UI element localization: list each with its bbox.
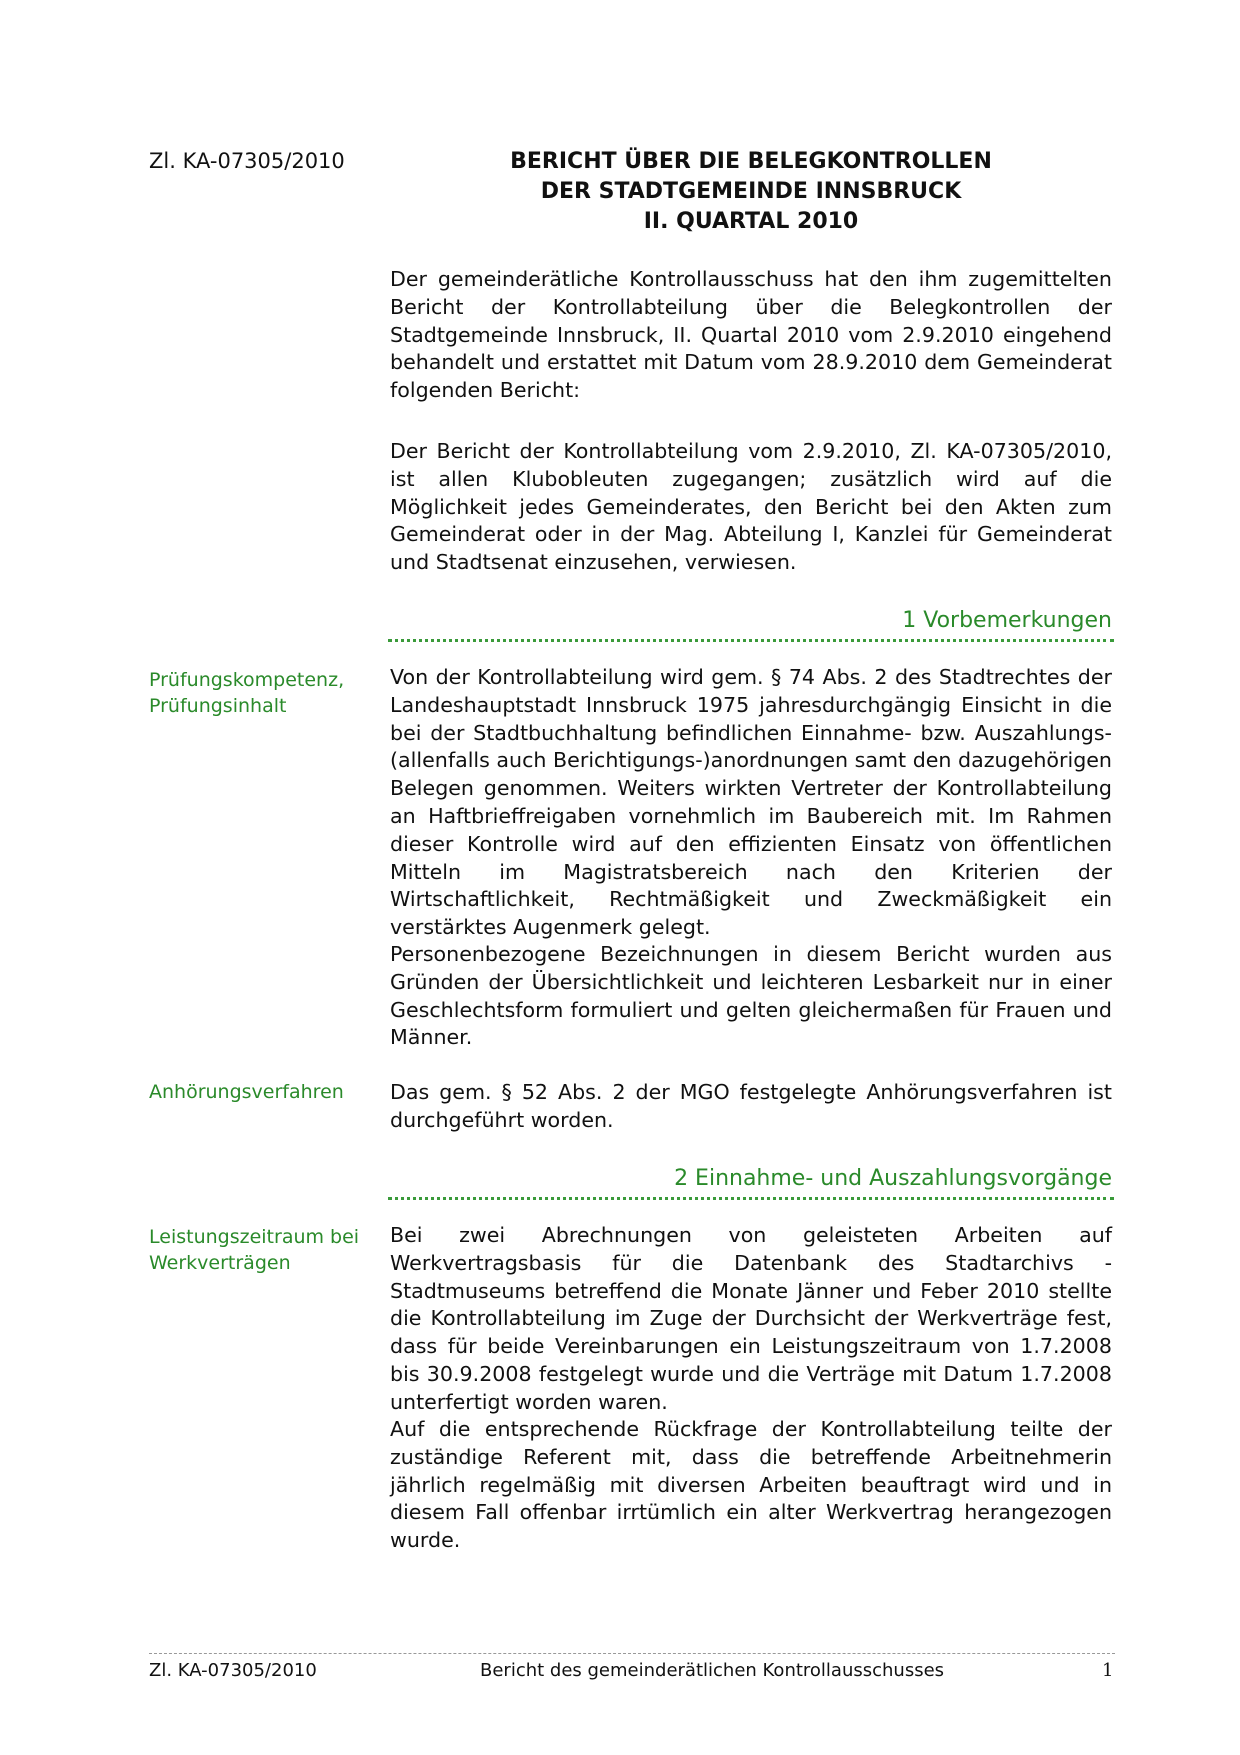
report-title-line-3: II. QUARTAL 2010	[643, 209, 859, 234]
section-1-paragraph-1: Von der Kontrollabteilung wird gem. § 74 Abs. 2 des Stadtrechtes der Landeshauptstadt Innsbruck 1975 jahresdurchgängig Einsicht in die bei der Stadtbuchhaltung befindlichen Einnahme- bzw. Auszahlungs- (allenfalls auch Berichtigungs-)anordnungen samt den dazugehörigen Belegen genommen. Weiters wirkten Vertreter der Kontrollabteilung an Haftbrieffreigaben vornehmlich im Baubereich mit. Im Rahmen dieser Kontrolle wird auf den effizienten Einsatz von öffentlichen Mitteln im Magistratsbereich nach den Kriterien der Wirtschaftlichkeit, Rechtmäßigkeit und Zweckmäßigkeit ein verstärktes Augenmerk gelegt.	[390, 665, 1112, 940]
document-reference: Zl. KA-07305/2010	[149, 149, 345, 173]
report-title	[390, 147, 1112, 237]
section-2-paragraph-1: Bei zwei Abrechnungen von geleisteten Arbeiten auf Werkvertragsbasis für die Datenbank des Stadtarchivs - Stadtmuseums betreffend die Monate Jänner und Feber 2010 stellte die Kontrollabteilung im Zuge der Durchsicht der Werkverträge fest, dass für beide Vereinbarungen ein Leistungszeitraum von 1.7.2008 bis 30.9.2008 festgelegt wurde und die Verträge mit Datum 1.7.2008 unterfertigt worden waren.	[390, 1223, 1112, 1414]
section-1-divider	[388, 639, 1114, 642]
section-1-paragraph-3: Das gem. § 52 Abs. 2 der MGO festgelegte Anhörungsverfahren ist durchgeführt worden.	[390, 1080, 1112, 1132]
section-2-heading: 2 Einnahme- und Auszahlungsvorgänge	[674, 1166, 1112, 1191]
footer-reference: Zl. KA-07305/2010	[149, 1660, 317, 1681]
intro-paragraph-1: Der gemeinderätliche Kontrollausschuss hat den ihm zugemittelten Bericht der Kontrollabteilung über die Belegkontrollen der Stadtgemeinde Innsbruck, II. Quartal 2010 vom 2.9.2010 eingehend behandelt und erstattet mit Datum vom 28.9.2010 dem Gemeinderat folgenden Bericht:	[390, 267, 1112, 403]
report-title-line-2: DER STADTGEMEINDE INNSBRUCK	[540, 179, 962, 204]
section-2-divider	[388, 1197, 1114, 1200]
footer-title: Bericht des gemeinderätlichen Kontrollausschusses	[480, 1660, 945, 1681]
intro-paragraph-2: Der Bericht der Kontrollabteilung vom 2.9.2010, Zl. KA-07305/2010, ist allen Klubobleuten zugegangen; zusätzlich wird auf die Möglichkeit jedes Gemeinderates, den Bericht bei den Akten zum Gemeinderat oder in der Mag. Abteilung I, Kanzlei für Gemeinderat und Stadtsenat einzusehen, verwiesen.	[390, 439, 1112, 575]
footer-divider	[149, 1653, 1115, 1654]
section-1-heading: 1 Vorbemerkungen	[902, 608, 1112, 633]
side-note-anhoerungsverfahren: Anhörungsverfahren	[149, 1081, 344, 1103]
side-note-leistungszeitraum: Leistungszeitraum bei Werkverträgen	[149, 1226, 360, 1274]
side-note-pruefungskompetenz: Prüfungskompetenz, Prüfungsinhalt	[149, 669, 345, 717]
footer-page-number: 1	[1102, 1660, 1114, 1681]
section-2-paragraph-2: Auf die entsprechende Rückfrage der Kontrollabteilung teilte der zuständige Referent mit, dass die betreffende Arbeitnehmerin jährlich regelmäßig mit diversen Arbeiten beauftragt wird und in diesem Fall offenbar irrtümlich ein alter Werkvertrag herangezogen wurde.	[390, 1417, 1112, 1553]
section-1-paragraph-2: Personenbezogene Bezeichnungen in diesem Bericht wurden aus Gründen der Übersichtlichkeit und leichteren Lesbarkeit nur in einer Geschlechtsform formuliert und gelten gleichermaßen für Frauen und Männer.	[390, 942, 1112, 1050]
report-title-line-1: BERICHT ÜBER DIE BELEGKONTROLLEN	[510, 149, 992, 174]
